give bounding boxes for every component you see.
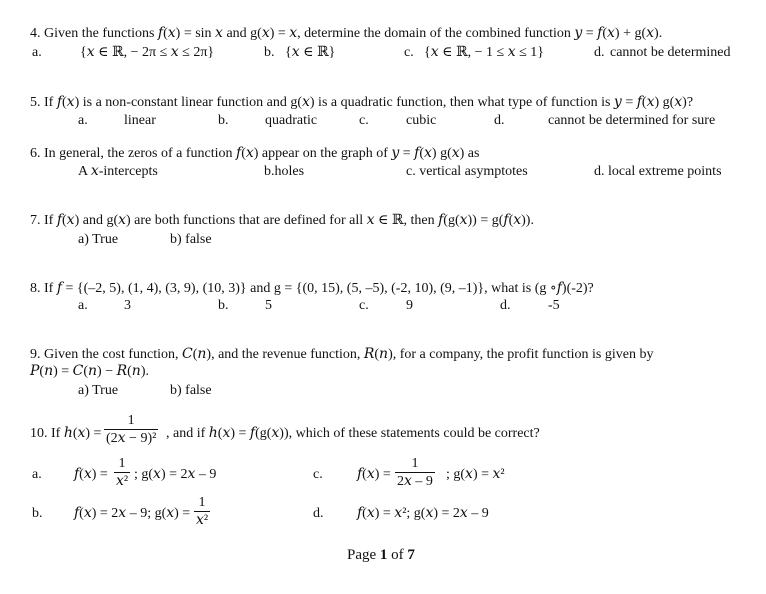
- q8-option-b: 5: [265, 298, 272, 313]
- q10-option-c-rest: ; g(𝑥) = 𝑥²: [446, 467, 505, 482]
- q6-option-d: d. local extreme points: [594, 164, 722, 179]
- q5-option-c-letter: c.: [359, 113, 369, 128]
- q9-option-false: b) false: [170, 383, 212, 398]
- page-number: [347, 548, 415, 563]
- q10-h-denominator: (2𝑥 − 9)²: [106, 431, 157, 446]
- q7-option-false: b) false: [170, 232, 212, 247]
- q10-option-c-f: 𝑓(𝑥) =: [357, 467, 391, 482]
- q6-option-b: b.holes: [264, 164, 305, 179]
- q5-option-d: cannot be determined for sure: [548, 113, 716, 128]
- q10-option-c-denominator: 2𝑥 – 9: [397, 474, 433, 489]
- q10-option-a-rest: ; g(𝑥) = 2𝑥 – 9: [134, 467, 217, 482]
- q10-option-b-f: 𝑓(𝑥) = 2𝑥 – 9; g(𝑥) =: [74, 506, 191, 521]
- q10-option-a-denominator: 𝑥²: [116, 474, 129, 489]
- q5-option-a: linear: [124, 113, 156, 128]
- q10-option-d-letter: d.: [313, 506, 324, 521]
- q10-option-c-numerator: 1: [411, 456, 419, 471]
- q8-option-a-letter: a.: [78, 298, 88, 313]
- q5-option-b: quadratic: [265, 113, 318, 128]
- q10-option-b-numerator: 1: [198, 495, 206, 510]
- q6-option-c: c. vertical asymptotes: [406, 164, 528, 179]
- q10-option-c-fraction: [395, 457, 435, 489]
- question-7-stem: 7. If 𝑓(𝑥) and g(𝑥) are both functions that are defined for all 𝑥 ∈ ℝ, then 𝑓(g(𝑥)) = g(𝑓(𝑥)).: [30, 213, 534, 228]
- question-8-stem: 8. If 𝑓 = {(–2, 5), (1, 4), (3, 9), (10, 3)} and g = {(0, 15), (5, –5), (-2, 10), (9, –1)}, what is (g ∘𝑓)(-2)?: [30, 281, 594, 296]
- q5-option-c: cubic: [406, 113, 437, 128]
- q10-option-b-denominator: 𝑥²: [196, 513, 209, 528]
- q5-option-d-letter: d.: [494, 113, 505, 128]
- of-word: of: [391, 547, 404, 563]
- q4-option-c-letter: c.: [404, 45, 414, 60]
- q10-option-a-numerator: 1: [118, 456, 126, 471]
- q8-option-c-letter: c.: [359, 298, 369, 313]
- q8-option-a: 3: [124, 298, 131, 313]
- q10-option-b-fraction: [194, 496, 210, 528]
- q7-option-true: a) True: [78, 232, 119, 247]
- q4-option-b-letter: b.: [264, 45, 275, 60]
- current-page: 1: [379, 547, 388, 563]
- q4-option-d: cannot be determined: [610, 45, 731, 60]
- q10-option-a-fraction: [114, 457, 130, 489]
- q10-option-a-f: 𝑓(𝑥) =: [74, 467, 108, 482]
- q4-option-d-letter: d.: [594, 45, 605, 60]
- q10-option-d: 𝑓(𝑥) = 𝑥²; g(𝑥) = 2𝑥 – 9: [357, 506, 489, 521]
- q9-option-true: a) True: [78, 383, 119, 398]
- q8-option-d-letter: d.: [500, 298, 511, 313]
- question-10-stem-suffix: , and if ℎ(𝑥) = 𝑓(g(𝑥)), which of these statements could be correct?: [166, 426, 540, 441]
- question-4-stem: 4. Given the functions 𝑓(𝑥) = sin 𝑥 and g(𝑥) = 𝑥, determine the domain of the combined function 𝑦 = 𝑓(𝑥) + g(𝑥).: [30, 26, 663, 41]
- q10-h-numerator: 1: [127, 413, 135, 428]
- q10-option-c-letter: c.: [313, 467, 323, 482]
- q8-option-b-letter: b.: [218, 298, 229, 313]
- total-pages: 7: [407, 547, 415, 563]
- q4-option-b: {𝑥 ∈ ℝ}: [285, 45, 336, 60]
- question-9-stem-line2: 𝑃(𝑛) = 𝐶(𝑛) − 𝑅(𝑛).: [30, 364, 149, 379]
- q10-h-fraction: [104, 414, 158, 446]
- question-5-stem: 5. If 𝑓(𝑥) is a non-constant linear function and g(𝑥) is a quadratic function, then what type of function is 𝑦 = 𝑓(𝑥) g(𝑥)?: [30, 95, 694, 110]
- q5-option-b-letter: b.: [218, 113, 229, 128]
- page-word: Page: [347, 547, 377, 563]
- q6-option-a: A 𝑥-intercepts: [78, 164, 158, 179]
- q4-option-a: {𝑥 ∈ ℝ, − 2π ≤ 𝑥 ≤ 2π}: [80, 45, 215, 60]
- q10-option-a-letter: a.: [32, 467, 42, 482]
- q8-option-d: -5: [548, 298, 560, 313]
- q4-option-a-letter: a.: [32, 45, 42, 60]
- q4-option-c: {𝑥 ∈ ℝ, − 1 ≤ 𝑥 ≤ 1}: [424, 45, 544, 60]
- q5-option-a-letter: a.: [78, 113, 88, 128]
- q10-option-b-letter: b.: [32, 506, 43, 521]
- question-9-stem-line1: 9. Given the cost function, 𝐶(𝑛), and the revenue function, 𝑅(𝑛), for a company, the profit function is given by: [30, 347, 654, 362]
- question-10-stem-prefix: 10. If ℎ(𝑥) =: [30, 426, 102, 441]
- question-6-stem: 6. In general, the zeros of a function 𝑓(𝑥) appear on the graph of 𝑦 = 𝑓(𝑥) g(𝑥) as: [30, 146, 480, 161]
- q8-option-c: 9: [406, 298, 413, 313]
